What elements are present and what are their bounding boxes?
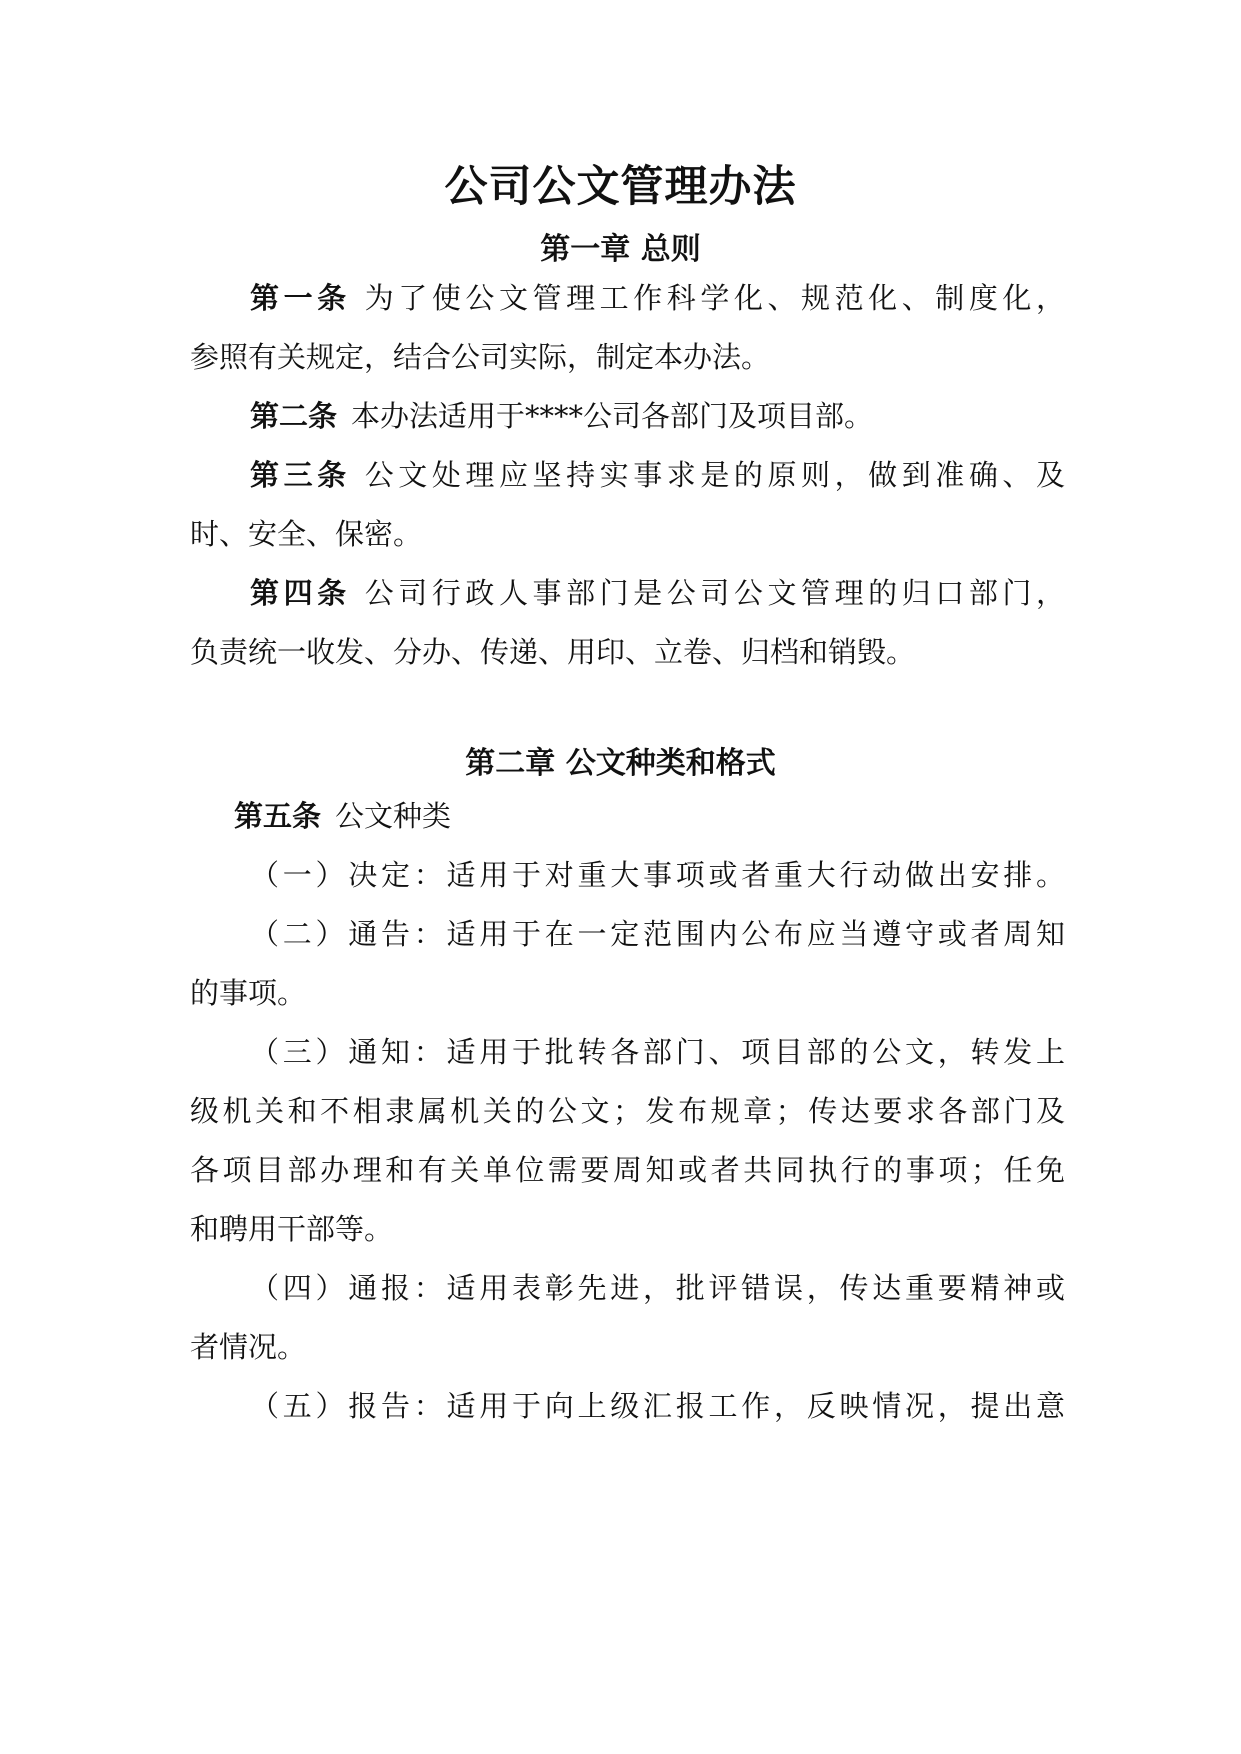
article-2-text: 本办法适用于****公司各部门及项目部。 (351, 399, 874, 433)
article-5-line-1 (234, 794, 1065, 838)
item-2-line-2: 的事项。 (190, 976, 307, 1010)
article-1-label: 第一条 (250, 281, 351, 315)
item-5-line-1: （五）报告：适用于向上级汇报工作，反映情况，提出意 (250, 1389, 1065, 1423)
article-4-line-2: 负责统一收发、分办、传递、用印、立卷、归档和销毁。 (190, 635, 916, 669)
document-title: 公司公文管理办法 (444, 162, 797, 212)
chapter-1-heading: 第一章 总则 (540, 232, 701, 267)
article-5-text: 公文种类 (335, 799, 452, 833)
article-1-text: 为了使公文管理工作科学化、规范化、制度化， (364, 281, 1065, 315)
article-4-text: 公司行政人事部门是公司公文管理的归口部门， (364, 576, 1065, 610)
item-3-line-1: （三）通知：适用于批转各部门、项目部的公文，转发上 (250, 1035, 1065, 1069)
article-4-line-1 (250, 571, 1065, 615)
item-4-line-1: （四）通报：适用表彰先进，批评错误，传达重要精神或 (250, 1271, 1065, 1305)
item-2-line-1: （二）通告：适用于在一定范围内公布应当遵守或者周知 (250, 917, 1065, 951)
item-4-line-2: 者情况。 (190, 1330, 307, 1364)
item-3-line-4: 和聘用干部等。 (190, 1212, 394, 1246)
article-2-line-1 (250, 394, 1065, 438)
item-1-line-1: （一）决定：适用于对重大事项或者重大行动做出安排。 (250, 858, 1065, 892)
article-3-line-2: 时、安全、保密。 (190, 517, 423, 551)
article-2-label: 第二条 (250, 399, 338, 433)
item-3-line-3: 各项目部办理和有关单位需要周知或者共同执行的事项；任免 (190, 1153, 1065, 1187)
article-1-line-2: 参照有关规定，结合公司实际，制定本办法。 (190, 340, 771, 374)
item-3-line-2: 级机关和不相隶属机关的公文；发布规章；传达要求各部门及 (190, 1094, 1065, 1128)
article-4-label: 第四条 (250, 576, 351, 610)
article-5-label: 第五条 (234, 799, 322, 833)
article-3-line-1 (250, 453, 1065, 497)
article-1-line-1 (250, 276, 1065, 320)
article-3-text: 公文处理应坚持实事求是的原则，做到准确、及 (364, 458, 1065, 492)
chapter-2-heading: 第二章 公文种类和格式 (465, 746, 776, 781)
article-3-label: 第三条 (250, 458, 351, 492)
